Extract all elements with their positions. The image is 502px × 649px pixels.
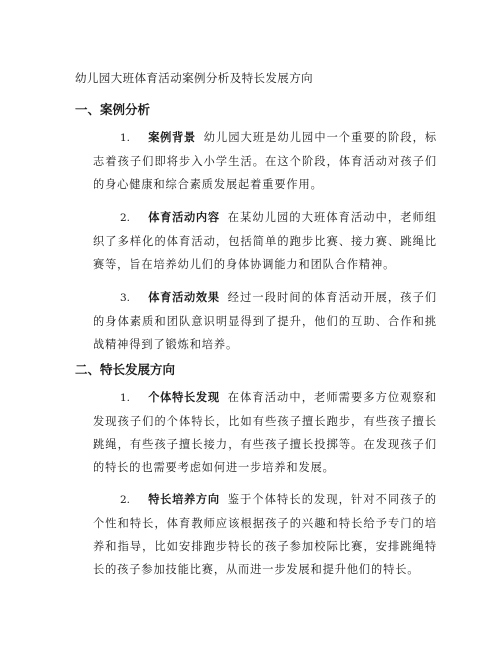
item-label: 体育活动内容 (148, 210, 220, 224)
list-item-talent-cultivation (93, 488, 437, 581)
item-text: 幼儿园大班是幼儿园中一个重要的阶段，标志着孩子们即将步入小学生活。在这个阶段，体育活动对孩子们的身心健康和综合素质发展起着重要作用。 (93, 131, 437, 191)
item-text: 在体育活动中，老师需要多方位观察和发现孩子们的个体特长，比如有些孩子擅长跑步，有些孩子擅长跳绳，有些孩子擅长接力，有些孩子擅长投掷等。在发现孩子们的特长的也需要考虑如何进一步培养和发展。 (93, 391, 437, 474)
item-number: 1. (120, 132, 131, 144)
item-text: 在某幼儿园的大班体育活动中，老师组织了多样化的体育活动，包括简单的跑步比赛、接力赛、跳绳比赛等，旨在培养幼儿们的身体协调能力和团队合作精神。 (93, 211, 437, 271)
item-label: 特长培养方向 (148, 492, 220, 506)
list-item-talent-discovery (93, 386, 437, 479)
item-label: 个体特长发现 (148, 390, 220, 404)
list-item-case-background (93, 126, 437, 196)
list-item-activity-effect (93, 286, 437, 356)
item-label: 案例背景 (148, 130, 196, 144)
item-number: 3. (120, 292, 131, 304)
item-number: 2. (120, 494, 131, 506)
list-item-activity-content (93, 206, 437, 276)
section-heading-case-analysis: 一、案例分析 (75, 102, 151, 117)
item-text: 经过一段时间的体育活动开展，孩子们的身体素质和团队意识明显得到了提升，他们的互助、合作和挑战精神得到了锻炼和培养。 (93, 291, 437, 351)
section-heading-talent-development: 二、特长发展方向 (75, 362, 176, 377)
item-text: 鉴于个体特长的发现，针对不同孩子的个性和特长，体育教师应该根据孩子的兴趣和特长给予专门的培养和指导，比如安排跑步特长的孩子参加校际比赛，安排跳绳特长的孩子参加技能比赛，从而进一步发展和提升他们的特长。 (93, 493, 437, 576)
document-title: 幼儿园大班体育活动案例分析及特长发展方向 (75, 71, 313, 85)
item-label: 体育活动效果 (148, 290, 220, 304)
item-number: 1. (120, 392, 131, 404)
item-number: 2. (120, 212, 131, 224)
